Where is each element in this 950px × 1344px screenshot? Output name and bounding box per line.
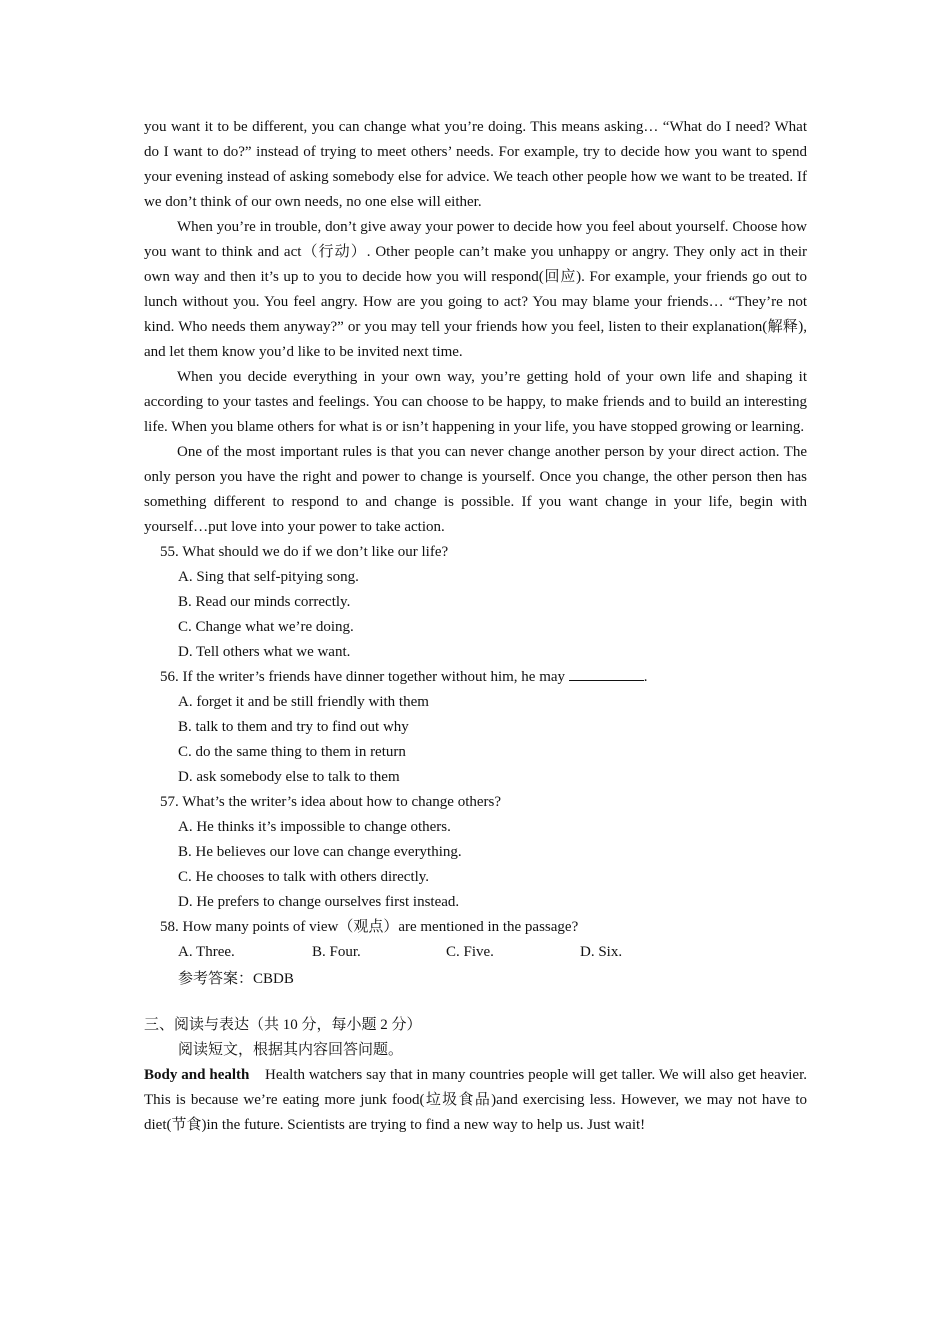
option-a: A. Sing that self-pitying song. <box>178 569 359 585</box>
option-d: D. Tell others what we want. <box>178 644 351 660</box>
passage-paragraph-4: One of the most important rules is that you can never change another person by your direct action. The only person you have the right and power to change is yourself. Once you change, the other person then has something different to respond to and change is possible. If you want change in your life, begin with yourself…put love into your power to take action. <box>144 444 807 535</box>
option-b: B. talk to them and try to find out why <box>178 719 409 735</box>
option-d: D. ask somebody else to talk to them <box>178 769 400 785</box>
question-stem: 55. What should we do if we don’t like our life? <box>160 544 449 560</box>
option-b: B. Four. <box>312 944 361 960</box>
options-row <box>144 940 807 965</box>
answer-blank <box>569 666 644 681</box>
option-a: A. forget it and be still friendly with them <box>178 694 429 710</box>
answer-key: 参考答案：CBDB <box>178 971 294 987</box>
question-56 <box>144 665 807 790</box>
option-c: C. Five. <box>446 944 494 960</box>
option-a: A. Three. <box>178 944 235 960</box>
section-3-passage <box>144 1063 807 1138</box>
option-b: B. He believes our love can change everything. <box>178 844 462 860</box>
option-d: D. He prefers to change ourselves first instead. <box>178 894 460 910</box>
question-stem-text: 56. If the writer’s friends have dinner together without him, he may <box>160 669 566 685</box>
section-3-instruction: 阅读短文，根据其内容回答问题。 <box>178 1042 404 1058</box>
question-58 <box>144 915 807 965</box>
question-stem: 57. What’s the writer’s idea about how to change others? <box>160 794 502 810</box>
question-57 <box>144 790 807 915</box>
option-c: C. He chooses to talk with others directly. <box>178 869 430 885</box>
option-a: A. He thinks it’s impossible to change others. <box>178 819 451 835</box>
passage-title: Body and health <box>144 1067 250 1083</box>
option-d: D. Six. <box>580 944 623 960</box>
passage-paragraph-2: When you’re in trouble, don’t give away your power to decide how you feel about yourself. Choose how you want to think and act（行动）. Other people can’t make you unhappy or angry. They only act in their own way and then it’s up to you to decide how you will respond(回应). For example, your friends go out to lunch without you. You feel angry. How are you going to act? You may blame your friends… “They’re not kind. Who needs them anyway?” or you may tell your friends how you feel, listen to their explanation(解释), and let them know you’d like to be invited next time. <box>144 219 807 360</box>
document-page <box>144 115 807 1138</box>
question-stem: 58. How many points of view（观点）are mentioned in the passage? <box>160 919 579 935</box>
passage-text: Health watchers say that in many countries people will get taller. We will also get heavier. This is because we’re eating more junk food(垃圾食品)and exercising less. However, we may not have to diet(节食)in the future. Scientists are trying to find a new way to help us. Just wait! <box>144 1067 807 1133</box>
passage-paragraph-3: When you decide everything in your own way, you’re getting hold of your own life and shaping it according to your tastes and feelings. You can choose to be happy, to make friends and to build an interesting life. When you blame others for what is or isn’t happening in your life, you have stopped growing or learning. <box>144 369 807 435</box>
option-c: C. do the same thing to them in return <box>178 744 406 760</box>
question-55 <box>144 540 807 665</box>
option-b: B. Read our minds correctly. <box>178 594 351 610</box>
passage-paragraph-1: you want it to be different, you can change what you’re doing. This means asking… “What do I need? What do I want to do?” instead of trying to meet others’ needs. For example, try to decide how you want to spend your evening instead of asking somebody else for advice. We teach other people how we want to be treated. If we don’t think of our own needs, no one else will either. <box>144 119 807 210</box>
question-stem <box>144 665 807 690</box>
question-stem-end: . <box>643 669 648 685</box>
option-c: C. Change what we’re doing. <box>178 619 354 635</box>
section-3-heading: 三、阅读与表达（共 10 分，每小题 2 分） <box>144 1017 422 1033</box>
